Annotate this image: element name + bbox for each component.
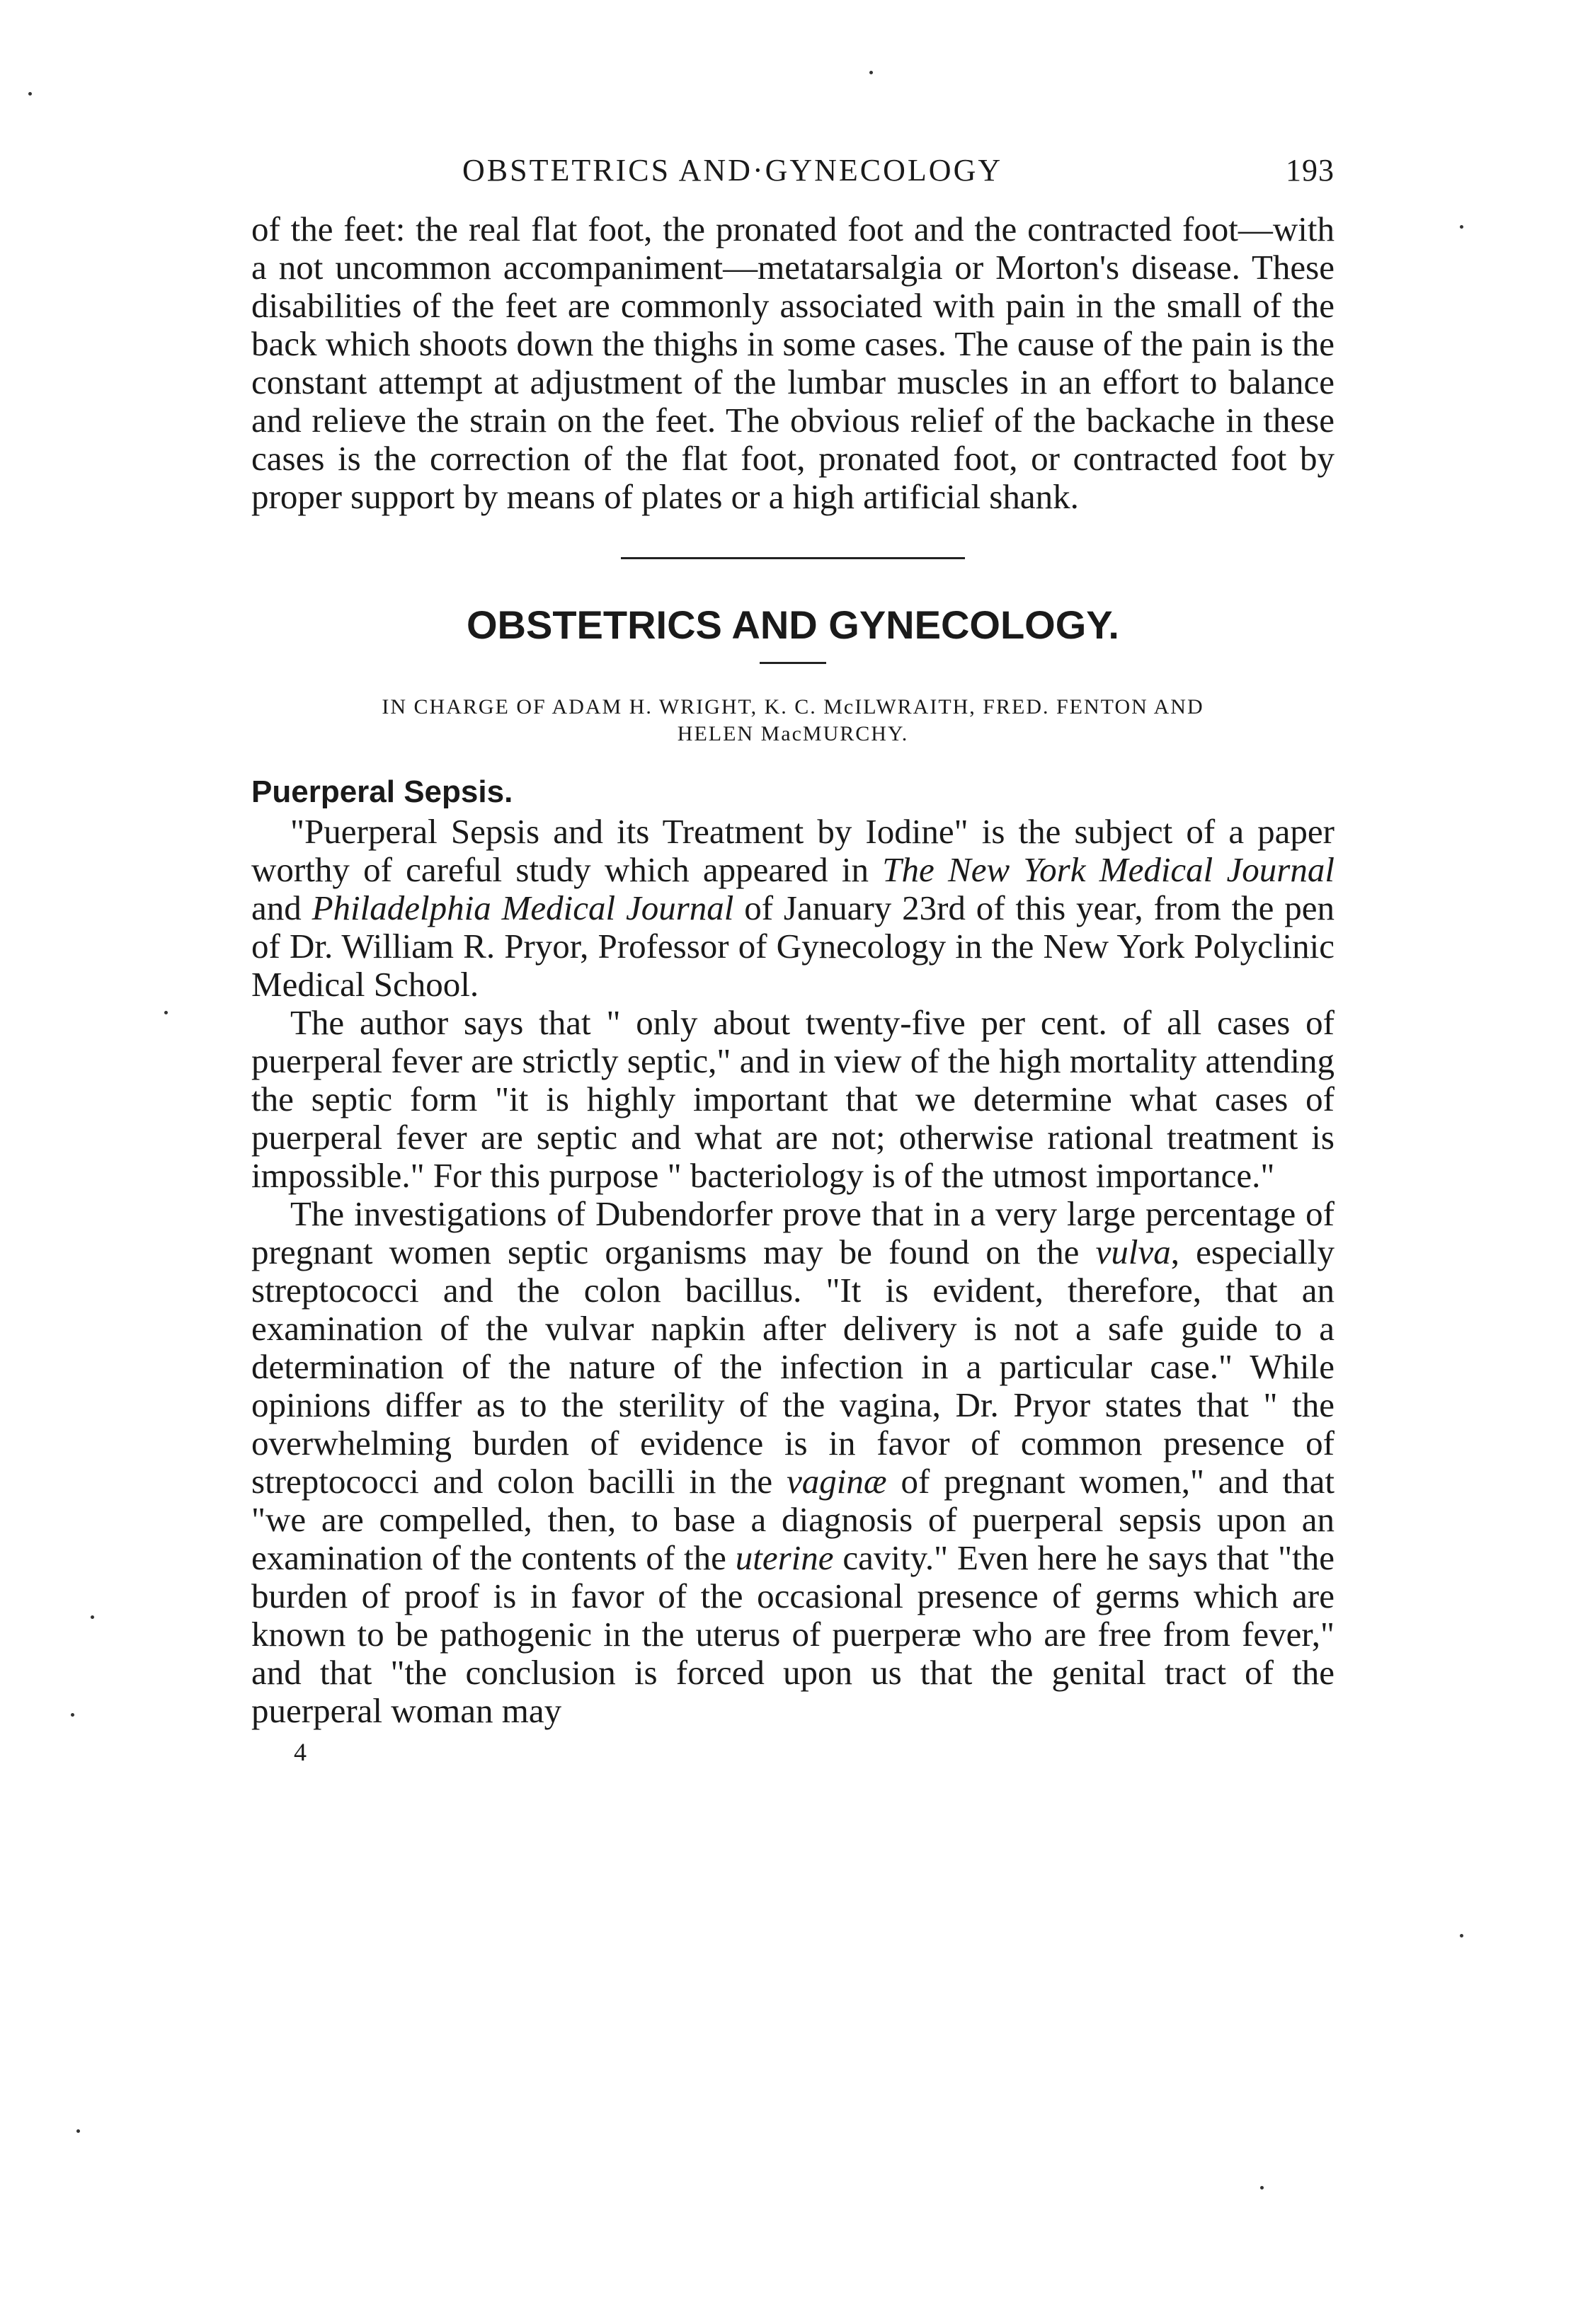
section-divider-rule: [621, 557, 965, 559]
page-content: [251, 152, 1335, 1767]
p1-journal-1: The New York Medical Journal: [882, 850, 1335, 889]
p3-uterine: uterine: [735, 1538, 834, 1577]
p3-vulva: vulva: [1095, 1232, 1171, 1271]
editors-line-2: HELEN MacMURCHY.: [677, 722, 909, 745]
scan-speck: [28, 92, 32, 96]
scan-speck: [1260, 2186, 1264, 2190]
editors-line-1: IN CHARGE OF ADAM H. WRIGHT, K. C. McILWRAITH, FRED. FENTON AND: [382, 695, 1204, 719]
scan-speck: [71, 1713, 74, 1717]
continuation-paragraph: of the feet: the real flat foot, the pronated foot and the contracted foot—with a not uncommon accompaniment—metatarsalgia or Morton's disease. These disabilities of the feet are commonly associated with pain in the small of the back which shoots down the thighs in some cases. The cause of the pain is the constant attempt at adjustment of the lumbar muscles in an effort to balance and relieve the strain on the feet. The obvious relief of the backache in these cases is the correction of the flat foot, pronated foot, or contracted foot by proper support by means of plates or a high artificial shank.: [251, 210, 1335, 516]
scan-speck: [164, 1011, 168, 1014]
article-paragraph-2: The author says that " only about twenty-five per cent. of all cases of puerperal fever are strictly septic," and in view of the high mortality attending the septic form "it is highly important that we determine what cases of puerperal fever are septic and what are not; otherwise rational treatment is impossible." For this purpose " bacteriology is of the utmost importance.": [251, 1003, 1335, 1195]
article-paragraph-3: [251, 1195, 1335, 1730]
p1-text-c: of January 23rd of this year, from the pen of Dr. William R. Pryor, Professor of Gynecology in the New York Polyclinic Medical School.: [251, 888, 1335, 1004]
scan-speck: [869, 71, 873, 74]
article-paragraph-1: [251, 813, 1335, 1004]
p3-text-a: The investigations of Dubendorfer prove that in a very large percentage of pregnant women septic organisms may be found on the: [251, 1194, 1335, 1271]
p1-text-b: and: [251, 888, 312, 927]
p3-text-b: , especially streptococci and the colon bacillus. "It is evident, therefore, that an examination of the vulvar napkin after delivery is not a safe guide to a determination of the nature of the infection in a particular case." While opinions differ as to the sterility of the vagina, Dr. Pryor states that " the overwhelming burden of evidence is in favor of common presence of streptococci and colon bacilli in the: [251, 1232, 1335, 1501]
section-title: OBSTETRICS AND GYNECOLOGY.: [466, 602, 1119, 647]
scan-speck: [1460, 1934, 1463, 1937]
article-subhead: Puerperal Sepsis.: [251, 774, 513, 809]
editors-line: [273, 694, 1313, 748]
section-title-rule: [760, 662, 826, 664]
running-head-title: OBSTETRICS AND·GYNECOLOGY: [462, 153, 1003, 188]
scan-speck: [1460, 225, 1463, 229]
page-number: 193: [1286, 153, 1335, 188]
p3-text-d: cavity." Even here he says that "the burden of proof is in favor of the occasional presence of germs which are known to be pathogenic in the uterus of puerperæ who are free from fever," and that "the conclusion is forced upon us that the genital tract of the puerperal woman may: [251, 1538, 1335, 1730]
p1-journal-2: Philadelphia Medical Journal: [312, 888, 734, 927]
signature-mark: 4: [294, 1738, 307, 1766]
p1-text-a: "Puerperal Sepsis and its Treatment by Iodine" is the subject of a paper worthy of careful study which appeared in: [251, 812, 1335, 889]
running-head: [251, 152, 1335, 195]
scan-speck: [76, 2129, 80, 2133]
scan-speck: [91, 1615, 94, 1619]
p3-text-c: of pregnant women," and that "we are compelled, then, to base a diagnosis of puerperal sepsis upon an examination of the contents of the: [251, 1462, 1335, 1577]
p3-vaginae: vaginæ: [787, 1462, 887, 1501]
